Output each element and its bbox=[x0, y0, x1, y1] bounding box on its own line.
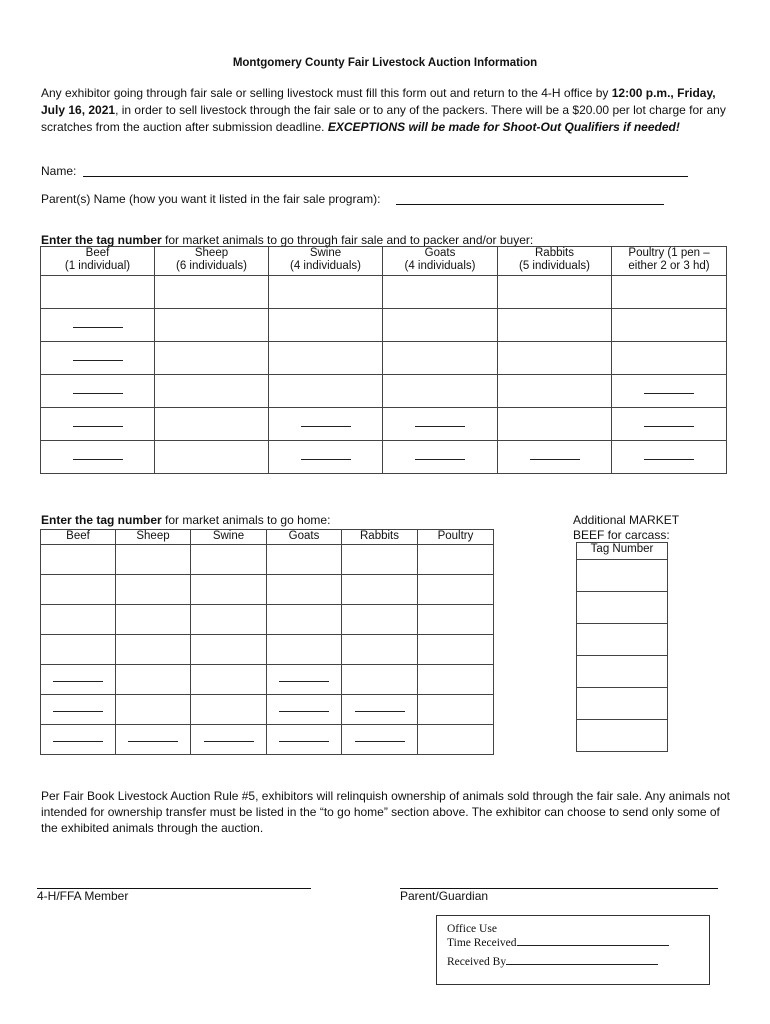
tag-cell[interactable] bbox=[418, 605, 494, 635]
column-header-sheep: Sheep (6 individuals) bbox=[155, 247, 269, 276]
blank-line bbox=[279, 710, 329, 712]
tag-cell[interactable] bbox=[269, 309, 383, 342]
blank-line bbox=[73, 392, 123, 394]
tag-cell[interactable] bbox=[342, 665, 418, 695]
tag-cell[interactable] bbox=[41, 725, 116, 755]
table-row bbox=[41, 441, 727, 474]
blank-line bbox=[53, 710, 103, 712]
tag-cell[interactable] bbox=[41, 605, 116, 635]
go-home-heading-rest: for market animals to go home: bbox=[161, 513, 331, 527]
table-row bbox=[577, 720, 668, 752]
time-received-field[interactable] bbox=[517, 944, 669, 946]
tag-cell[interactable] bbox=[41, 635, 116, 665]
table-row bbox=[41, 408, 727, 441]
tag-cell[interactable] bbox=[41, 575, 116, 605]
column-header-sheep: Sheep bbox=[116, 530, 191, 545]
column-header-goats: Goats bbox=[267, 530, 342, 545]
column-header-poultry: Poultry (1 pen – either 2 or 3 hd) bbox=[612, 247, 727, 276]
fair-sale-header-row bbox=[41, 247, 727, 276]
tag-cell[interactable] bbox=[155, 408, 269, 441]
column-header-poultry: Poultry bbox=[418, 530, 494, 545]
tag-cell[interactable] bbox=[383, 342, 498, 375]
tag-cell[interactable] bbox=[155, 375, 269, 408]
table-row bbox=[577, 560, 668, 592]
tag-cell[interactable] bbox=[191, 575, 267, 605]
deadline-date: Friday, July 16, 2021 bbox=[41, 86, 716, 117]
tag-cell[interactable] bbox=[155, 309, 269, 342]
go-home-heading-bold: Enter the tag number bbox=[41, 513, 162, 527]
page-title: Montgomery County Fair Livestock Auction Information bbox=[232, 57, 538, 69]
tag-cell[interactable] bbox=[41, 309, 155, 342]
tag-cell[interactable] bbox=[383, 375, 498, 408]
tag-cell[interactable] bbox=[41, 441, 155, 474]
tag-cell[interactable] bbox=[267, 575, 342, 605]
tag-cell[interactable] bbox=[41, 545, 116, 575]
tag-cell[interactable] bbox=[577, 656, 668, 688]
tag-cell[interactable] bbox=[498, 408, 612, 441]
tag-cell[interactable] bbox=[269, 276, 383, 309]
blank-line bbox=[415, 458, 465, 460]
table-row bbox=[41, 605, 494, 635]
tag-cell[interactable] bbox=[267, 545, 342, 575]
tag-cell[interactable] bbox=[41, 695, 116, 725]
tag-cell[interactable] bbox=[612, 408, 727, 441]
tag-cell[interactable] bbox=[383, 441, 498, 474]
column-header-beef: Beef (1 individual) bbox=[41, 247, 155, 276]
table-row bbox=[577, 592, 668, 624]
blank-line bbox=[204, 740, 254, 742]
tag-cell[interactable] bbox=[191, 635, 267, 665]
tag-cell[interactable] bbox=[191, 725, 267, 755]
tag-cell[interactable] bbox=[41, 276, 155, 309]
table-row bbox=[41, 725, 494, 755]
tag-cell[interactable] bbox=[418, 575, 494, 605]
column-header-goats: Goats (4 individuals) bbox=[383, 247, 498, 276]
tag-cell[interactable] bbox=[498, 276, 612, 309]
received-by-field[interactable] bbox=[506, 963, 658, 965]
tag-cell[interactable] bbox=[116, 725, 191, 755]
blank-line bbox=[53, 740, 103, 742]
tag-cell[interactable] bbox=[155, 441, 269, 474]
tag-cell[interactable] bbox=[342, 575, 418, 605]
go-home-header-row bbox=[41, 530, 494, 545]
blank-line bbox=[355, 710, 405, 712]
parent-name-label: Parent(s) Name (how you want it listed in the fair sale program): bbox=[41, 192, 381, 206]
blank-line bbox=[73, 359, 123, 361]
table-row bbox=[41, 635, 494, 665]
tag-cell[interactable] bbox=[41, 408, 155, 441]
exceptions-note: EXCEPTIONS will be made for Shoot-Out Qualifiers if needed! bbox=[327, 120, 680, 134]
table-row bbox=[41, 309, 727, 342]
tag-cell[interactable] bbox=[116, 665, 191, 695]
tag-cell[interactable] bbox=[267, 665, 342, 695]
intro-text-2: , in order to sell livestock through the fair sale or to any of the packers. There will be a $20.00 per lot charge for any scratches from the auction after submission deadline. bbox=[41, 103, 726, 134]
column-header-rabbits: Rabbits (5 individuals) bbox=[498, 247, 612, 276]
table-row bbox=[41, 276, 727, 309]
parent-name-field[interactable] bbox=[396, 204, 664, 205]
tag-cell[interactable] bbox=[116, 605, 191, 635]
tag-cell[interactable] bbox=[269, 342, 383, 375]
tag-cell[interactable] bbox=[116, 635, 191, 665]
carcass-beef-table bbox=[576, 542, 668, 752]
table-row bbox=[41, 342, 727, 375]
table-row bbox=[41, 545, 494, 575]
go-home-heading bbox=[41, 513, 330, 527]
additional-beef-heading bbox=[573, 513, 679, 543]
tag-cell[interactable] bbox=[269, 375, 383, 408]
office-use-box bbox=[436, 915, 710, 985]
tag-cell[interactable] bbox=[418, 635, 494, 665]
table-row bbox=[577, 688, 668, 720]
fair-sale-heading-bold: Enter the tag number bbox=[41, 233, 162, 247]
name-field[interactable] bbox=[83, 176, 688, 177]
blank-line bbox=[53, 680, 103, 682]
member-signature-label: 4-H/FFA Member bbox=[37, 889, 129, 903]
tag-cell[interactable] bbox=[267, 635, 342, 665]
column-header-beef: Beef bbox=[41, 530, 116, 545]
tag-cell[interactable] bbox=[418, 545, 494, 575]
blank-line bbox=[279, 680, 329, 682]
name-label: Name: bbox=[41, 164, 77, 178]
tag-cell[interactable] bbox=[191, 545, 267, 575]
table-row bbox=[577, 624, 668, 656]
tag-cell[interactable] bbox=[41, 375, 155, 408]
tag-cell[interactable] bbox=[342, 695, 418, 725]
tag-cell[interactable] bbox=[191, 605, 267, 635]
blank-line bbox=[644, 458, 694, 460]
carcass-header-row bbox=[577, 543, 668, 560]
parent-signature-label: Parent/Guardian bbox=[400, 889, 489, 903]
tag-cell[interactable] bbox=[383, 408, 498, 441]
tag-cell[interactable] bbox=[116, 545, 191, 575]
time-received-row bbox=[447, 937, 669, 949]
tag-cell[interactable] bbox=[612, 276, 727, 309]
tag-cell[interactable] bbox=[498, 342, 612, 375]
blank-line bbox=[644, 425, 694, 427]
fair-sale-heading-rest: for market animals to go through fair sale and to packer and/or buyer: bbox=[161, 233, 534, 247]
tag-cell[interactable] bbox=[418, 665, 494, 695]
tag-cell[interactable] bbox=[577, 688, 668, 720]
tag-cell[interactable] bbox=[498, 309, 612, 342]
tag-cell[interactable] bbox=[577, 560, 668, 592]
blank-line bbox=[73, 425, 123, 427]
tag-cell[interactable] bbox=[498, 375, 612, 408]
tag-cell[interactable] bbox=[155, 276, 269, 309]
tag-cell[interactable] bbox=[383, 309, 498, 342]
tag-cell[interactable] bbox=[267, 605, 342, 635]
tag-cell[interactable] bbox=[116, 695, 191, 725]
auction-rule-paragraph: Per Fair Book Livestock Auction Rule #5, exhibitors will relinquish ownership of animals sold through the fair sale. Any animals not intended for ownership transfer must be listed in the “to go home” section above. The exhibitor can choose to send only some of the exhibited animals through the auction. bbox=[41, 789, 731, 835]
tag-cell[interactable] bbox=[267, 725, 342, 755]
tag-cell[interactable] bbox=[342, 635, 418, 665]
tag-cell[interactable] bbox=[269, 408, 383, 441]
column-header-tag-number: Tag Number bbox=[577, 543, 668, 560]
blank-line bbox=[73, 458, 123, 460]
column-header-swine: Swine bbox=[191, 530, 267, 545]
blank-line bbox=[73, 326, 123, 328]
received-by-row bbox=[447, 956, 658, 968]
column-header-rabbits: Rabbits bbox=[342, 530, 418, 545]
tag-cell[interactable] bbox=[577, 624, 668, 656]
intro-paragraph bbox=[41, 85, 731, 136]
deadline-time: 12:00 p.m., bbox=[611, 86, 674, 100]
blank-line bbox=[355, 740, 405, 742]
received-by-label: Received By bbox=[447, 956, 507, 968]
time-received-label: Time Received bbox=[447, 937, 517, 949]
tag-cell[interactable] bbox=[342, 605, 418, 635]
table-row bbox=[41, 575, 494, 605]
tag-cell[interactable] bbox=[612, 342, 727, 375]
tag-cell[interactable] bbox=[269, 441, 383, 474]
intro-text-1: Any exhibitor going through fair sale or selling livestock must fill this form out and return to the 4-H office by bbox=[41, 86, 612, 100]
tag-cell[interactable] bbox=[577, 720, 668, 752]
table-row bbox=[41, 375, 727, 408]
tag-cell[interactable] bbox=[612, 309, 727, 342]
tag-cell[interactable] bbox=[116, 575, 191, 605]
blank-line bbox=[644, 392, 694, 394]
blank-line bbox=[530, 458, 580, 460]
tag-cell[interactable] bbox=[41, 342, 155, 375]
tag-cell[interactable] bbox=[191, 665, 267, 695]
office-use-title: Office Use bbox=[447, 923, 497, 935]
tag-cell[interactable] bbox=[498, 441, 612, 474]
tag-cell[interactable] bbox=[577, 592, 668, 624]
tag-cell[interactable] bbox=[612, 441, 727, 474]
table-row bbox=[41, 665, 494, 695]
tag-cell[interactable] bbox=[418, 725, 494, 755]
blank-line bbox=[301, 425, 351, 427]
tag-cell[interactable] bbox=[267, 695, 342, 725]
column-header-swine: Swine (4 individuals) bbox=[269, 247, 383, 276]
fair-sale-table bbox=[40, 246, 727, 474]
tag-cell[interactable] bbox=[342, 545, 418, 575]
blank-line bbox=[301, 458, 351, 460]
tag-cell[interactable] bbox=[342, 725, 418, 755]
tag-cell[interactable] bbox=[418, 695, 494, 725]
tag-cell[interactable] bbox=[383, 276, 498, 309]
blank-line bbox=[279, 740, 329, 742]
additional-heading-line-1: Additional MARKET bbox=[573, 513, 680, 527]
table-row bbox=[577, 656, 668, 688]
fair-sale-heading bbox=[41, 233, 533, 247]
tag-cell[interactable] bbox=[191, 695, 267, 725]
table-row bbox=[41, 695, 494, 725]
blank-line bbox=[415, 425, 465, 427]
blank-line bbox=[128, 740, 178, 742]
tag-cell[interactable] bbox=[155, 342, 269, 375]
tag-cell[interactable] bbox=[612, 375, 727, 408]
additional-heading-line-2: BEEF for carcass: bbox=[573, 528, 670, 542]
tag-cell[interactable] bbox=[41, 665, 116, 695]
go-home-table bbox=[40, 529, 494, 755]
